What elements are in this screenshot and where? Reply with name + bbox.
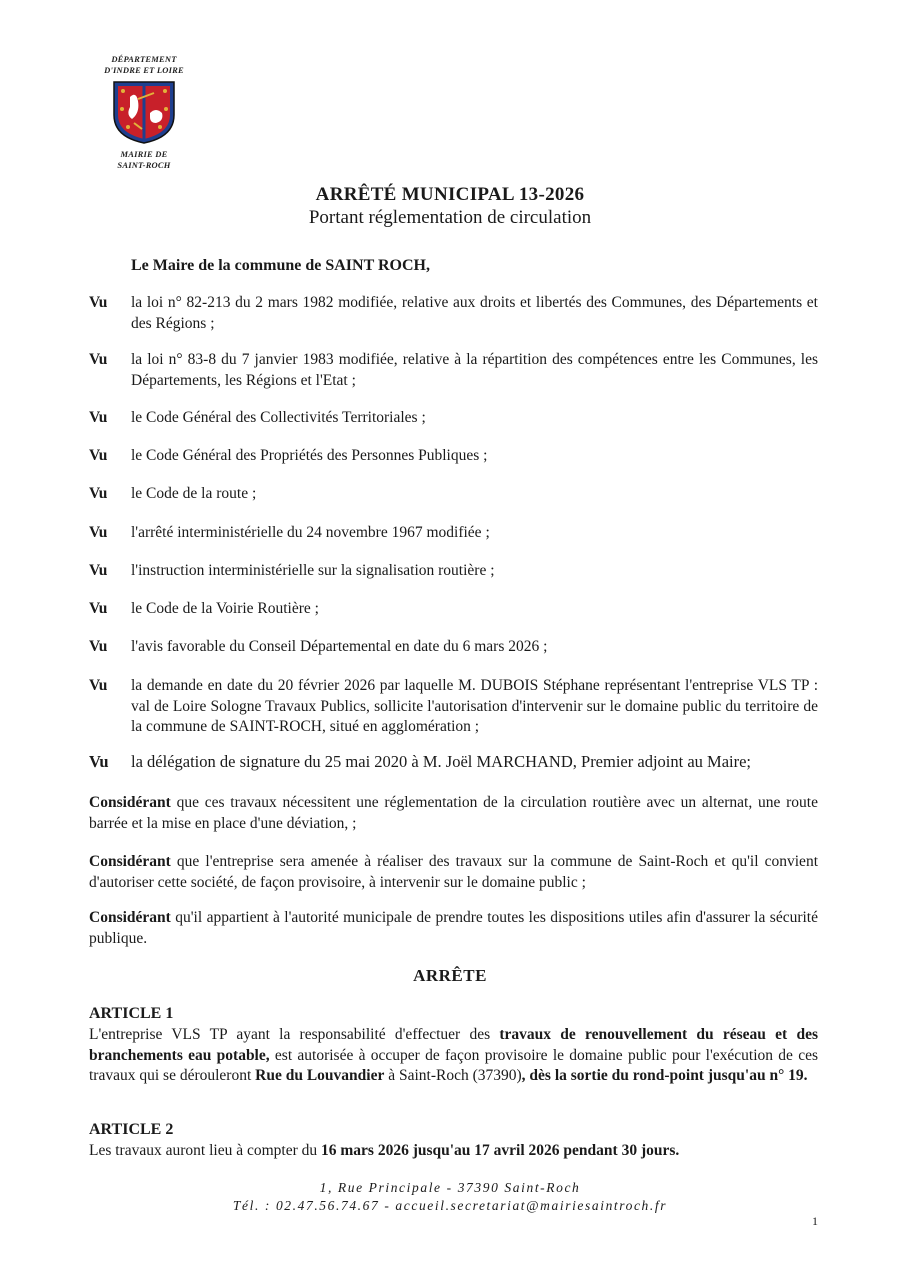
vu-label: Vu bbox=[89, 409, 108, 426]
page-number: 1 bbox=[812, 1214, 818, 1228]
article-1-text: à Saint-Roch (37390) bbox=[384, 1067, 522, 1084]
vu-label: Vu bbox=[89, 524, 108, 541]
vu-item bbox=[89, 293, 818, 334]
vu-text: la loi n° 82-213 du 2 mars 1982 modifiée, relative aux droits et libertés des Communes, des Départements et des Régions ; bbox=[131, 294, 818, 332]
vu-item bbox=[89, 523, 818, 544]
mairie-line-2: SAINT-ROCH bbox=[117, 160, 171, 170]
vu-text: l'arrêté interministérielle du 24 novembre 1967 modifiée ; bbox=[131, 524, 490, 541]
vu-item bbox=[89, 484, 818, 505]
department-line-1: DÉPARTEMENT bbox=[111, 54, 177, 64]
article-1-text: L'entreprise VLS TP ayant la responsabilité d'effectuer des bbox=[89, 1026, 500, 1043]
vu-text: la délégation de signature du 25 mai 2020 à M. Joël MARCHAND, Premier adjoint au Maire; bbox=[131, 752, 751, 771]
considerant-paragraph bbox=[89, 851, 818, 893]
vu-label: Vu bbox=[89, 677, 108, 694]
vu-label: Vu bbox=[89, 562, 108, 579]
vu-text: le Code Général des Propriétés des Personnes Publiques ; bbox=[131, 447, 488, 464]
vu-item bbox=[89, 408, 818, 429]
considerant-label: Considérant bbox=[89, 909, 171, 926]
article-1-text: est autorisée à occuper de façon provisoire le domaine public pour l'exécution de ces travaux qui se dérouleront bbox=[89, 1046, 818, 1084]
mayor-line: Le Maire de la commune de SAINT ROCH, bbox=[131, 257, 430, 274]
article-1-bold: , dès la sortie du rond-point jusqu'au n° 19. bbox=[521, 1067, 808, 1084]
vu-label: Vu bbox=[89, 752, 109, 771]
mairie-line-1: MAIRIE DE bbox=[120, 149, 168, 159]
vu-item bbox=[89, 676, 818, 738]
footer-contact: Tél. : 02.47.56.74.67 - accueil.secretariat@mairiesaintroch.fr bbox=[232, 1198, 668, 1213]
vu-item bbox=[89, 599, 818, 620]
coat-of-arms-icon bbox=[108, 79, 180, 145]
vu-text: le Code de la route ; bbox=[131, 485, 257, 502]
vu-text: la demande en date du 20 février 2026 par laquelle M. DUBOIS Stéphane représentant l'entreprise VLS TP : val de Loire Sologne Travaux Publics, sollicite l'autorisation d'intervenir sur le domaine public du territoire de la commune de SAINT-ROCH, situé en agglomération ; bbox=[131, 677, 818, 735]
considerant-text: qu'il appartient à l'autorité municipale de prendre toutes les dispositions utiles afin d'assurer la sécurité publique. bbox=[89, 909, 818, 947]
considerant-text: que ces travaux nécessitent une réglementation de la circulation routière avec un alternat, une route barrée et la mise en place d'une déviation, ; bbox=[89, 794, 818, 832]
vu-text: le Code Général des Collectivités Territoriales ; bbox=[131, 409, 426, 426]
considerant-text: que l'entreprise sera amenée à réaliser des travaux sur la commune de Saint-Roch et qu'il convient d'autoriser cette société, de façon provisoire, à intervenir sur le domaine public ; bbox=[89, 853, 818, 891]
document-title: ARRÊTÉ MUNICIPAL 13-2026 bbox=[315, 184, 585, 205]
vu-item bbox=[89, 752, 818, 773]
vu-item bbox=[89, 561, 818, 582]
considerant-label: Considérant bbox=[89, 853, 171, 870]
considerant-paragraph bbox=[89, 792, 818, 834]
arrete-heading: ARRÊTE bbox=[413, 966, 487, 985]
vu-label: Vu bbox=[89, 638, 108, 655]
vu-text: la loi n° 83-8 du 7 janvier 1983 modifiée, relative à la répartition des compétences entre les Communes, les Départements, les Régions et l'Etat ; bbox=[131, 351, 818, 389]
footer-address: 1, Rue Principale - 37390 Saint-Roch bbox=[319, 1180, 581, 1195]
vu-label: Vu bbox=[89, 485, 108, 502]
vu-item bbox=[89, 637, 818, 658]
vu-label: Vu bbox=[89, 294, 108, 311]
article-2-text: Les travaux auront lieu à compter du bbox=[89, 1142, 321, 1159]
considerant-paragraph bbox=[89, 907, 818, 949]
vu-item bbox=[89, 350, 818, 391]
article-2-title: ARTICLE 2 bbox=[89, 1121, 174, 1138]
municipal-header bbox=[86, 54, 202, 171]
department-line-2: D'INDRE ET LOIRE bbox=[104, 65, 184, 75]
article-2-bold: 16 mars 2026 jusqu'au 17 avril 2026 pendant 30 jours. bbox=[321, 1142, 680, 1159]
article-1-bold: Rue du Louvandier bbox=[255, 1067, 385, 1084]
vu-text: le Code de la Voirie Routière ; bbox=[131, 600, 319, 617]
article-1-body bbox=[89, 1025, 818, 1087]
vu-item bbox=[89, 446, 818, 467]
article-1-bold: travaux de renouvellement du réseau et des branchements eau potable, bbox=[89, 1026, 818, 1064]
article-2-body bbox=[89, 1141, 818, 1162]
considerant-label: Considérant bbox=[89, 794, 171, 811]
document-subtitle: Portant réglementation de circulation bbox=[308, 207, 592, 228]
vu-label: Vu bbox=[89, 600, 108, 617]
vu-label: Vu bbox=[89, 351, 108, 368]
vu-text: l'instruction interministérielle sur la signalisation routière ; bbox=[131, 562, 495, 579]
vu-text: l'avis favorable du Conseil Départemental en date du 6 mars 2026 ; bbox=[131, 638, 548, 655]
article-1-title: ARTICLE 1 bbox=[89, 1005, 174, 1022]
vu-label: Vu bbox=[89, 447, 108, 464]
